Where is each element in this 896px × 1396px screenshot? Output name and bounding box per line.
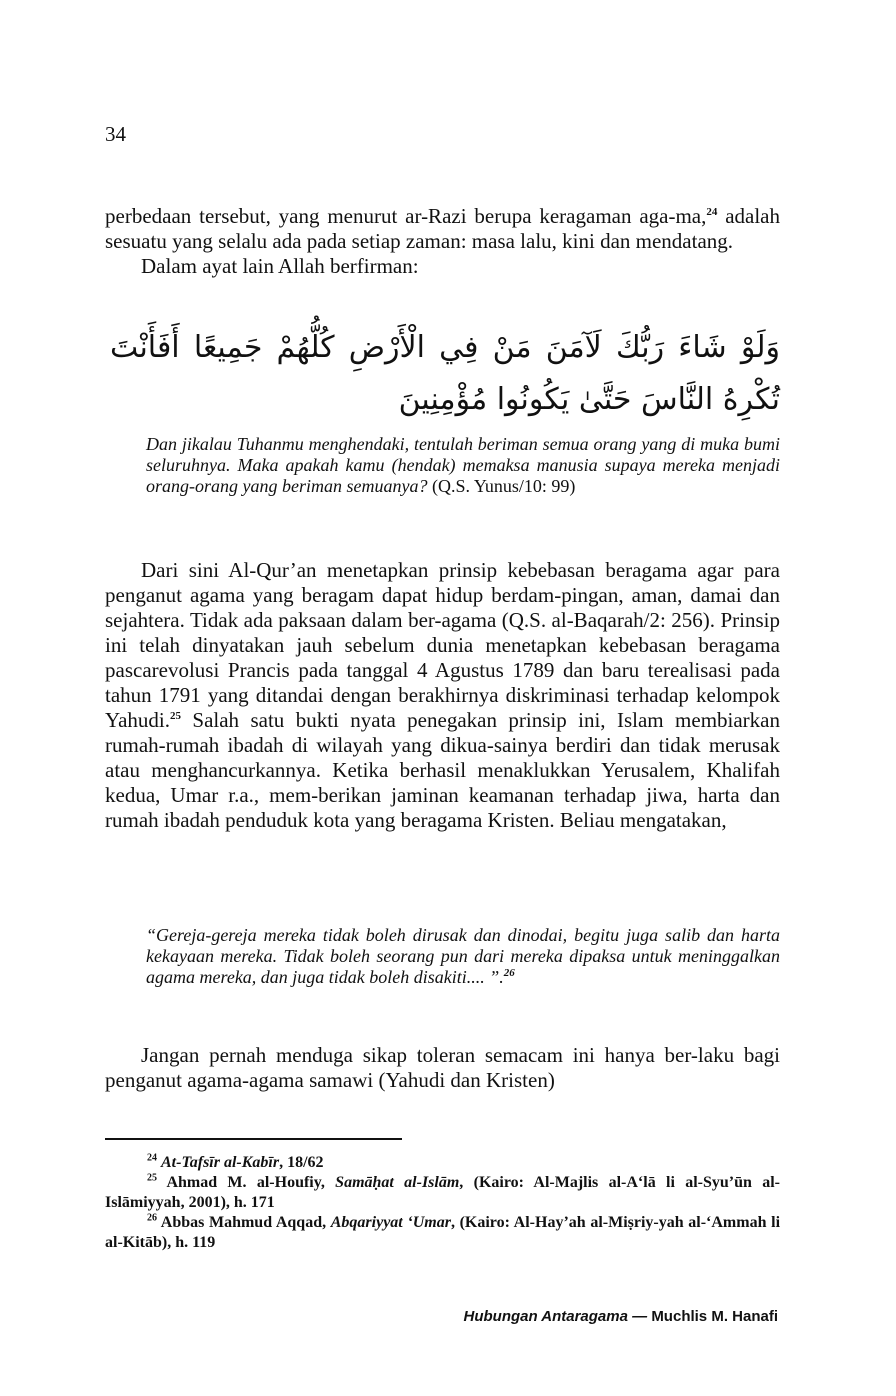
footnote-number: 26	[147, 1212, 157, 1224]
footer-separator: —	[627, 1308, 652, 1325]
footnote-prefix: Ahmad M. al-Houfiy,	[166, 1174, 336, 1191]
main-text	[105, 558, 780, 833]
footnote-25	[105, 1173, 780, 1213]
footnotes	[105, 1153, 780, 1253]
paragraph-1	[105, 204, 780, 254]
footnote-divider	[105, 1138, 402, 1140]
paragraph-1-text-b: adalah sesuatu yang selalu ada pada setiap zaman: masa lalu, kini dan mendatang.	[105, 204, 780, 253]
footnote-rest: , (Kairo: Al-Hay’ah al-Miṣriy-yah al-‘Ammah li al-Kitāb), h. 119	[105, 1214, 781, 1251]
footnote-title: Abqariyyat ‘Umar	[330, 1214, 451, 1231]
footnote-ref-25: 25	[169, 710, 181, 722]
quote-paragraph	[146, 925, 780, 988]
footnote-rest: , 18/62	[279, 1154, 324, 1171]
translation-paragraph	[146, 434, 780, 497]
running-footer	[464, 1308, 779, 1325]
page-number: 34	[105, 122, 126, 146]
footnote-24	[105, 1153, 780, 1173]
paragraph-3-text-a: Dari sini Al-Qur’an menetapkan prinsip kebebasan beragama agar para penganut agama yang beragam dapat hidup berdam-pingan, aman, damai dan sejahtera. Tidak ada paksaan dalam ber-agama (Q.S. al-Baqarah/2: 256). Prinsip ini telah dinyatakan jauh sebelum dunia menetapkan kebebasan beragama pascarevolusi Prancis pada tanggal 4 Agustus 1789 dan baru terealisasi pada tahun 1791 yang ditandai dengan berakhirnya diskriminasi terhadap kelompok Yahudi.	[105, 558, 780, 732]
footnote-title: Samāḥat al-Islām	[335, 1174, 460, 1191]
footnote-prefix: Abbas Mahmud Aqqad,	[160, 1214, 331, 1231]
umar-quote	[146, 925, 780, 988]
arabic-verse: وَلَوْ شَاءَ رَبُّكَ لَآمَنَ مَنْ فِي الْأَرْضِ كُلُّهُمْ جَمِيعًا أَفَأَنْتَ تُكْرِهُ النَّاسَ حَتَّىٰ يَكُونُوا مُؤْمِنِينَ	[110, 330, 780, 417]
quote-text: “Gereja-gereja mereka tidak boleh dirusak dan dinodai, begitu juga salib dan harta kekayaan mereka. Tidak boleh seorang pun dari mereka dipaksa untuk meninggalkan agama mereka, dan juga tidak boleh disakiti.... ”.	[146, 925, 780, 987]
translation-text: Dan jikalau Tuhanmu menghendaki, tentulah beriman semua orang yang di muka bumi seluruhnya. Maka apakah kamu (hendak) memaksa manusia supaya mereka menjadi orang-orang yang beriman semuanya?	[146, 434, 780, 496]
paragraph-4: Jangan pernah menduga sikap toleran semacam ini hanya ber-laku bagi penganut agama-agama samawi (Yahudi dan Kristen)	[105, 1043, 780, 1092]
footnote-number: 24	[147, 1152, 157, 1164]
paragraph-2: Dalam ayat lain Allah berfirman:	[141, 254, 419, 278]
footnote-number: 25	[147, 1172, 157, 1184]
footer-author: Muchlis M. Hanafi	[651, 1308, 778, 1325]
footnote-26	[105, 1213, 780, 1253]
footnote-ref-24: 24	[706, 206, 718, 218]
paragraph-1-text-a: perbedaan tersebut, yang menurut ar-Razi berupa keragaman aga-ma,	[105, 204, 707, 228]
footer-book-title: Hubungan Antaragama	[463, 1308, 628, 1325]
paragraph-3	[105, 558, 780, 833]
footnote-ref-26: 26	[503, 967, 515, 979]
footnote-title: At-Tafsīr al-Kabīr	[161, 1154, 280, 1171]
paragraph-3-text-b: Salah satu bukti nyata penegakan prinsip ini, Islam membiarkan rumah-rumah ibadah di wilayah yang dikua-sainya berdiri dan tidak merusak atau menghancurkannya. Ketika berhasil menaklukkan Yerusalem, Khalifah kedua, Umar r.a., mem-berikan jaminan keamanan terhadap jiwa, harta dan rumah ibadah penduduk kota yang beragama Kristen. Beliau mengatakan,	[105, 708, 780, 832]
verse-translation	[146, 434, 780, 497]
translation-reference: (Q.S. Yunus/10: 99)	[427, 476, 576, 496]
opening-text	[105, 204, 780, 279]
footnote-rest: , (Kairo: Al-Majlis al-A‘lā li al-Syu’ūn al-Islāmiyyah, 2001), h. 171	[105, 1174, 780, 1211]
closing-text	[105, 1043, 780, 1093]
